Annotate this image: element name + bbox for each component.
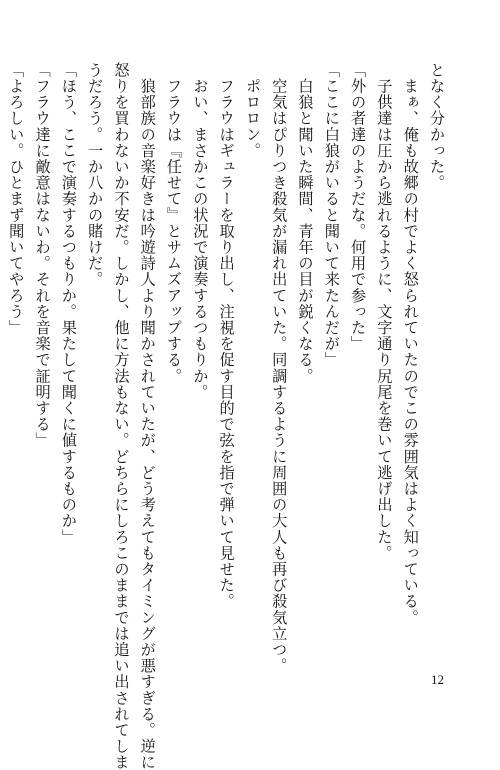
text-line: フラウは『任せて』とサムズアップする。 <box>165 62 184 384</box>
text-line: 子供達は圧から逃れるように、文字通り尻尾を巻いて逃げ出した。 <box>375 62 394 562</box>
text-line: 「ここに白狼がいると聞いて来たんだが」 <box>322 62 341 368</box>
text-line: フラウはギュラーを取り出し、注視を促す目的で弦を指で弾いて見せた。 <box>217 62 236 610</box>
text-line: 白狼と聞いた瞬間、青年の目が鋭くなる。 <box>296 62 315 384</box>
text-line: となく分かった。 <box>428 62 446 191</box>
text-line <box>0 62 3 652</box>
text-line: ポロロン。 <box>243 62 262 159</box>
text-line: 「フラウ達に敵意はないわ。それを音楽で証明する」 <box>33 62 52 449</box>
text-line: 空気はぴりつき殺気が漏れ出ていた。同調するように周囲の大人も再び殺気立つ。 <box>270 62 289 674</box>
text-line: 「ほう、ここで演奏するつもりか。果たして聞くに値するものか」 <box>59 62 78 545</box>
text-line: まぁ、俺も故郷の村でよく怒られていたのでこの雰囲気はよく知っている。 <box>401 62 420 626</box>
text-line: 狼部族の音楽好きは吟遊詩人より聞かされていたが、どう考えてもタイミングが悪すぎる。逆に <box>138 62 157 770</box>
text-line: 「よろしい。ひとまず聞いてやろう」 <box>7 62 26 336</box>
page-number: 12 <box>431 672 444 687</box>
text-line: 怒りを買わないか不安だ。しかし、他に方法もない。どちらにしろこのままでは追い出されてしま <box>112 62 131 770</box>
text-line: うだろう。一か八かの賭けだ。 <box>86 62 105 288</box>
text-line: おい、まさかこの状況で演奏するつもりか。 <box>191 62 210 401</box>
text-line: 「外の者達のようだな。何用で参った」 <box>349 62 368 352</box>
